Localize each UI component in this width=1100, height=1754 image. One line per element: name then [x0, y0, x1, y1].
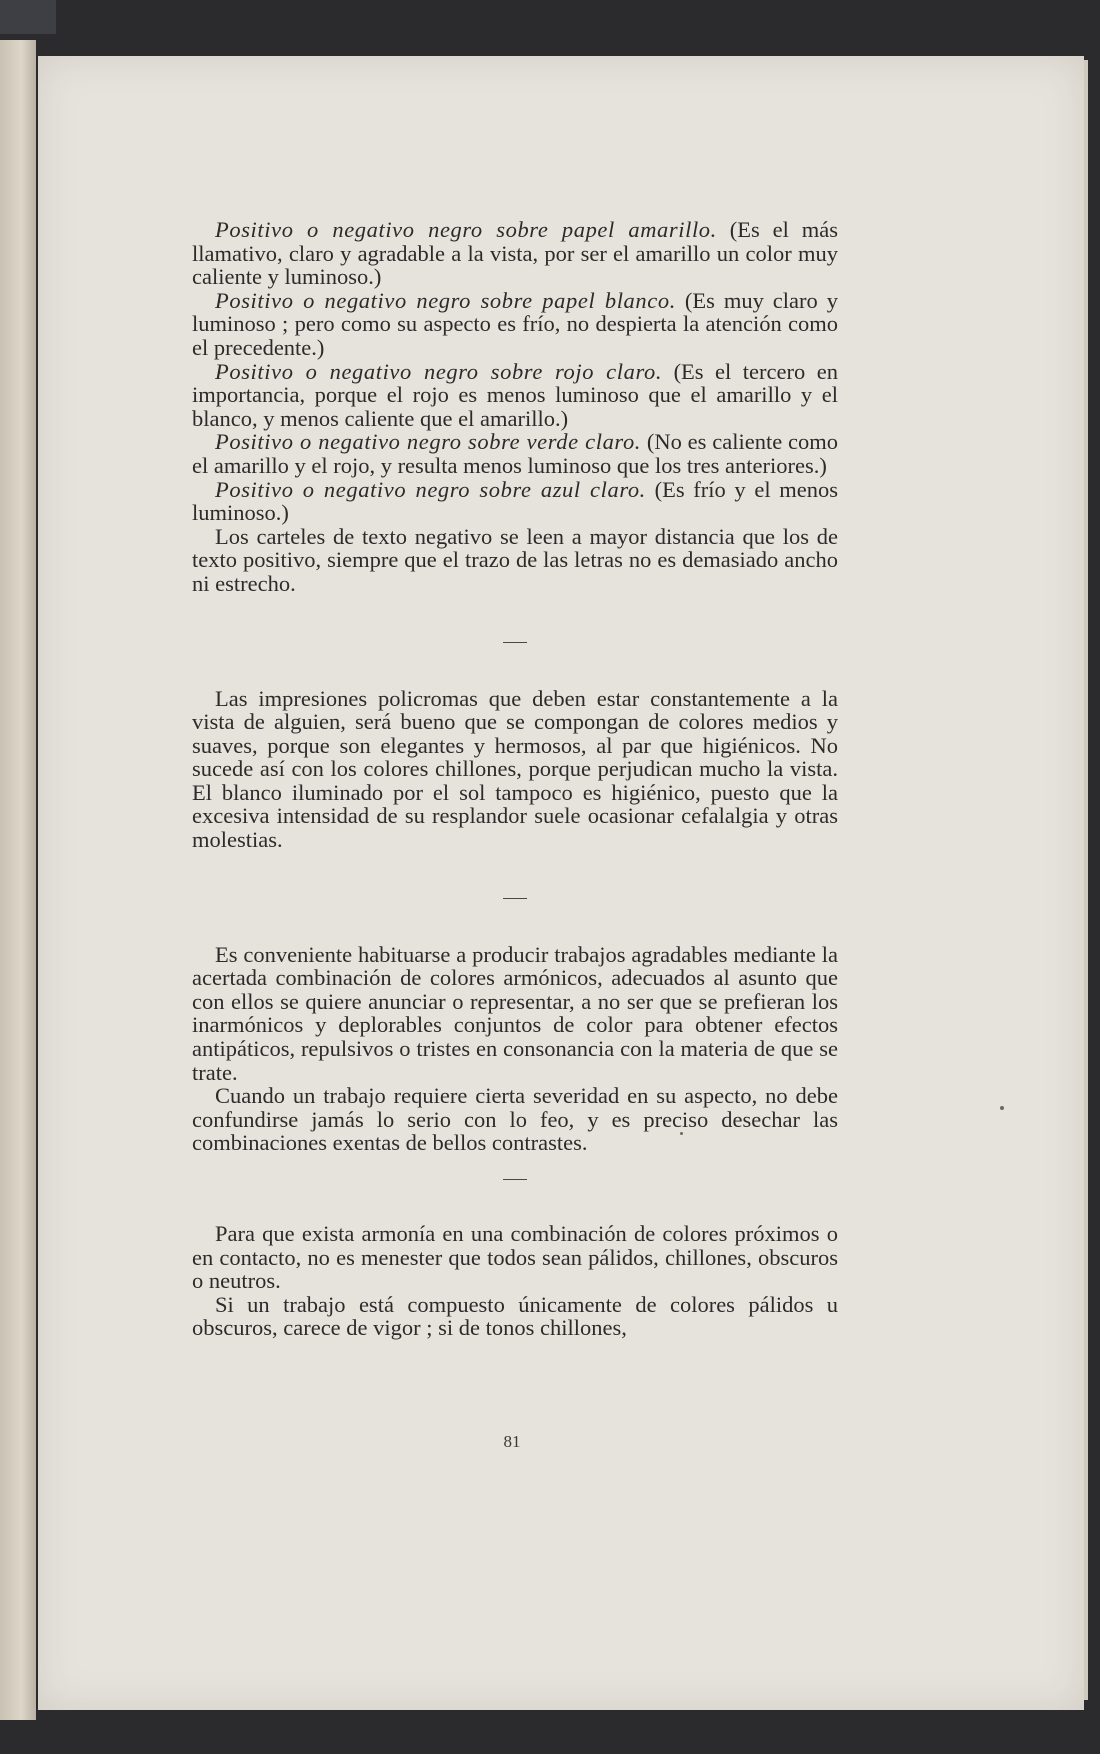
- paragraph: [192, 360, 838, 431]
- previous-page-edge: [0, 40, 36, 1720]
- paragraph: Las impresiones policromas que deben estar constantemente a la vista de alguien, será bueno que se compongan de colores medios y suaves, porque son elegantes y hermosos, al par que higiénicos. No sucede así con los colores chillones, porque perjudican mucho la vista. El blanco iluminado por el sol tampoco es higiénico, puesto que la excesiva intensidad de su resplandor suele ocasionar cefalalgia y otras molestias.: [192, 685, 838, 853]
- paragraph: Si un trabajo está compuesto únicamente de colores pálidos u obscuros, carece de vigor ; si de tonos chillones,: [192, 1291, 838, 1341]
- binding-tab: [0, 0, 56, 34]
- paragraph: Para que exista armonía en una combinación de colores próximos o en contacto, no es menester que todos sean pálidos, chillones, obscuros o neutros.: [192, 1221, 838, 1294]
- italic-lead: Positivo o negativo negro sobre rojo claro.: [215, 358, 663, 384]
- paragraph: [192, 478, 838, 525]
- paragraph: [192, 289, 838, 360]
- block-adjacent-colors: [192, 1222, 838, 1340]
- paragraph: Es conveniente habituarse a producir trabajos agradables mediante la acertada combinación de colores armónicos, adecuados al asunto que con ellos se quiere anunciar o representar, a no ser que se prefieran los inarmónicos y deplorables conjuntos de color para obtener efectos antipáticos, repulsivos o tristes en consonancia con la materia de que se trate.: [192, 941, 838, 1085]
- italic-lead: Positivo o negativo negro sobre papel amarillo.: [215, 217, 717, 242]
- paragraph-text: (Es frío y el menos luminoso.): [192, 476, 838, 526]
- italic-lead: Positivo o negativo negro sobre verde claro.: [215, 429, 642, 455]
- section-divider: [503, 1179, 527, 1180]
- section-divider: [503, 898, 527, 899]
- paragraph: [192, 430, 838, 477]
- section-divider: [503, 642, 527, 643]
- block-harmony: [192, 943, 838, 1155]
- paragraph: [192, 525, 838, 596]
- paper-speck: [1000, 1106, 1004, 1110]
- paragraph: Cuando un trabajo requiere cierta severidad en su aspecto, no debe confundirse jamás lo serio con lo feo, y es preciso desechar las combinaciones exentas de bellos contrastes.: [192, 1083, 838, 1156]
- paragraph-text: (No es caliente como el amarillo y el rojo, y resulta menos luminoso que los tres anteriores.): [192, 429, 839, 478]
- paragraph-text: (Es el tercero en importancia, porque el rojo es menos luminoso que el amarillo y el blanco, y menos caliente que el amarillo.): [192, 358, 838, 431]
- page-number: 81: [503, 1432, 521, 1451]
- paragraph-text: Los carteles de texto negativo se leen a mayor distancia que los de texto positivo, siempre que el trazo de las letras no es demasiado ancho ni estrecho.: [192, 523, 838, 596]
- paragraph: [192, 218, 838, 289]
- block-color-contrast-list: [192, 218, 838, 596]
- page-text: [192, 218, 838, 1340]
- paragraph-text: (Es el más llamativo, claro y agradable a la vista, por ser el amarillo un color muy caliente y luminoso.): [192, 217, 839, 290]
- paragraph-text: (Es muy claro y luminoso ; pero como su aspecto es frío, no despierta la atención como el precedente.): [192, 287, 838, 360]
- block-polychrome: [192, 687, 838, 852]
- italic-lead: Positivo o negativo negro sobre papel blanco.: [215, 287, 676, 313]
- italic-lead: Positivo o negativo negro sobre azul claro.: [215, 476, 646, 502]
